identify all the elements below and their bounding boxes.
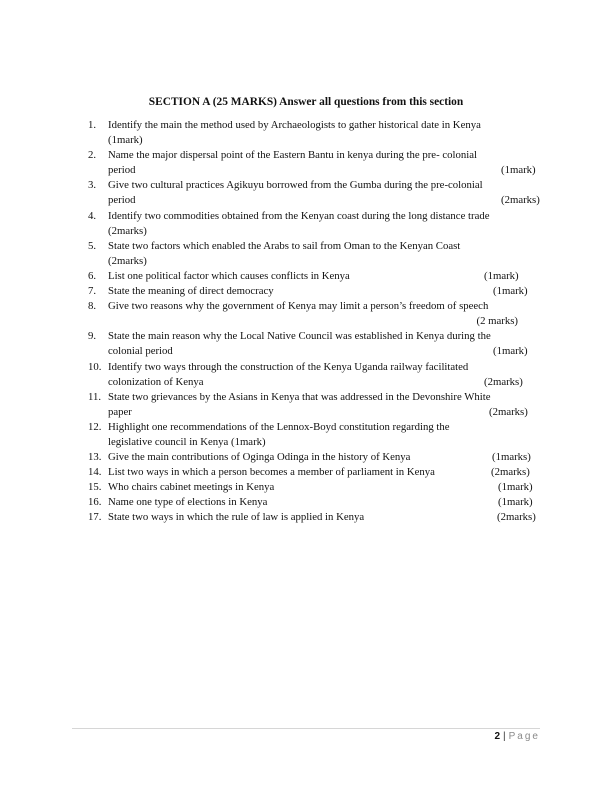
question-number: 5.	[88, 239, 97, 252]
question-item	[88, 480, 540, 495]
question-text: (2marks)	[108, 254, 147, 267]
question-number: 10.	[88, 360, 102, 373]
marks-label: (1mark)	[493, 345, 528, 358]
question-text: Name the major dispersal point of the Eastern Bantu in kenya during the pre- colonial	[108, 149, 477, 162]
question-text: Give the main contributions of Oginga Odinga in the history of Kenya	[108, 451, 411, 464]
question-item	[88, 450, 540, 465]
question-text: Highlight one recommendations of the Lennox-Boyd constitution regarding the	[108, 420, 450, 433]
question-text: Give two reasons why the government of Kenya may limit a person’s freedom of speech	[108, 300, 489, 313]
footer-separator: |	[503, 731, 506, 742]
question-number: 8.	[88, 300, 97, 313]
question-text: colonial period	[108, 345, 173, 358]
question-text: State two grievances by the Asians in Kenya that was addressed in the Devonshire White	[108, 390, 491, 403]
question-item	[88, 420, 540, 450]
question-item	[88, 269, 540, 284]
marks-label: (2marks)	[491, 466, 530, 479]
question-text-line	[108, 239, 540, 254]
question-item	[88, 239, 540, 269]
question-text: legislative council in Kenya (1mark)	[108, 435, 266, 448]
question-item	[88, 148, 540, 178]
question-text-line	[108, 465, 540, 480]
question-text-line	[108, 329, 540, 344]
question-text-line	[108, 299, 540, 314]
question-number: 13.	[88, 451, 102, 464]
marks-label: (2marks)	[501, 194, 540, 207]
marks-label: (2marks)	[484, 375, 523, 388]
question-text: Give two cultural practices Agikuyu borrowed from the Gumba during the pre-colonial	[108, 179, 483, 192]
question-item	[88, 118, 540, 148]
question-text-line	[108, 118, 540, 133]
question-number: 11.	[88, 390, 102, 403]
marks-label: (1mark)	[484, 269, 519, 282]
question-text-line	[108, 344, 540, 359]
question-text-line	[108, 375, 540, 390]
question-text: period	[108, 194, 136, 207]
question-item	[88, 178, 540, 208]
question-number: 7.	[88, 285, 97, 298]
question-text-line	[108, 133, 540, 148]
question-text: colonization of Kenya	[108, 375, 204, 388]
question-number: 2.	[88, 149, 97, 162]
question-text-line	[108, 148, 540, 163]
section-title: SECTION A (25 MARKS) Answer all questions from this section	[148, 96, 464, 108]
question-number: 3.	[88, 179, 97, 192]
marks-label: (1marks)	[492, 451, 531, 464]
question-text: List two ways in which a person becomes a member of parliament in Kenya	[108, 466, 435, 479]
question-text: period	[108, 164, 136, 177]
question-text: State the main reason why the Local Native Council was established in Kenya during the	[108, 330, 491, 343]
question-text-line	[108, 178, 540, 193]
question-number: 17.	[88, 511, 102, 524]
page-label: Page	[508, 731, 540, 742]
question-number: 16.	[88, 496, 102, 509]
question-text-line	[108, 254, 540, 269]
question-text-line	[108, 480, 540, 495]
question-text: State two ways in which the rule of law is applied in Kenya	[108, 511, 365, 524]
question-number: 4.	[88, 209, 97, 222]
marks-label: (1mark)	[501, 164, 536, 177]
marks-label: (2marks)	[489, 405, 528, 418]
marks-label: (1mark)	[498, 481, 533, 494]
question-number: 9.	[88, 330, 97, 343]
question-text: List one political factor which causes conflicts in Kenya	[108, 269, 350, 282]
question-text-line	[108, 193, 540, 208]
question-text: (2marks)	[108, 224, 147, 237]
question-number: 6.	[88, 269, 97, 282]
page-number: 2	[494, 731, 501, 742]
question-text: State two factors which enabled the Arabs to sail from Oman to the Kenyan Coast	[108, 239, 461, 252]
question-text-line	[108, 269, 540, 284]
question-item	[88, 299, 540, 329]
question-text: Identify two commodities obtained from the Kenyan coast during the long distance trade	[108, 209, 490, 222]
question-text-line	[108, 224, 540, 239]
question-text: Identify the main the method used by Archaeologists to gather historical date in Kenya	[108, 119, 481, 131]
question-text: Name one type of elections in Kenya	[108, 496, 268, 509]
question-text: Who chairs cabinet meetings in Kenya	[108, 481, 275, 494]
question-text: State the meaning of direct democracy	[108, 285, 274, 298]
question-text-line	[108, 163, 540, 178]
question-number: 12.	[88, 420, 102, 433]
question-item	[88, 465, 540, 480]
page-footer	[494, 731, 540, 743]
question-text-line	[108, 495, 540, 510]
question-text-line	[108, 435, 540, 450]
question-item	[88, 510, 540, 525]
marks-label: (2marks)	[497, 511, 536, 524]
question-list	[88, 118, 540, 526]
question-item	[88, 209, 540, 239]
question-text-line	[108, 510, 540, 525]
question-item	[88, 329, 540, 359]
question-number: 15.	[88, 481, 102, 494]
question-text-line	[108, 209, 540, 224]
question-text-line	[108, 360, 540, 375]
question-text: Identify two ways through the construction of the Kenya Uganda railway facilitated	[108, 360, 469, 373]
question-item	[88, 360, 540, 390]
marks-label: (1mark)	[493, 285, 528, 298]
question-number: 1.	[88, 119, 97, 131]
footer-divider	[72, 728, 540, 729]
question-number: 14.	[88, 466, 102, 479]
marks-label: (2 marks)	[476, 315, 518, 328]
marks-label: (1mark)	[498, 496, 533, 509]
question-item	[88, 390, 540, 420]
question-text-line	[108, 405, 540, 420]
question-item	[88, 284, 540, 299]
question-text-line	[108, 450, 540, 465]
question-text-line	[108, 284, 540, 299]
question-text-line	[108, 390, 540, 405]
question-item	[88, 495, 540, 510]
question-text: (1mark)	[108, 134, 143, 147]
question-text: paper	[108, 405, 132, 418]
question-text-line	[108, 420, 540, 435]
